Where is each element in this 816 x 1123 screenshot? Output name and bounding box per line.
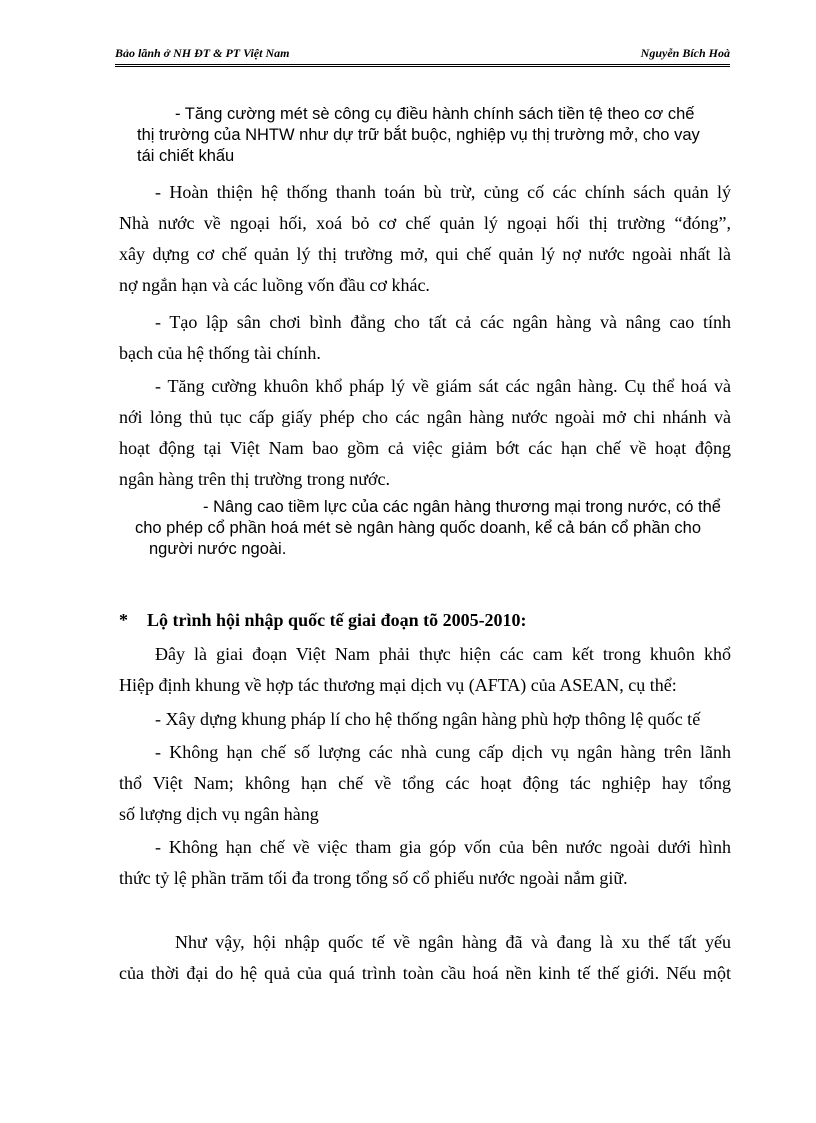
text-line: - Không hạn chế về việc tham gia góp vốn của bên nước ngoài dưới hình (155, 837, 731, 857)
text-line: thức tỷ lệ phần trăm tối đa trong tổng số cổ phiếu nước ngoài nắm giữ. (119, 868, 628, 888)
paragraph-bank-capacity (119, 497, 731, 560)
text-line: nới lỏng thủ tục cấp giấy phép cho các ngân hàng nước ngoài mở chi nhánh và (119, 407, 731, 427)
text-line: xây dựng cơ chế quản lý thị trường mở, qui chế quản lý nợ nước ngoài nhất là (119, 244, 731, 264)
paragraph-no-limit-providers (119, 737, 731, 830)
page-header (115, 44, 730, 67)
paragraph-payment-system (119, 177, 731, 301)
paragraph-no-limit-capital (119, 832, 731, 894)
text-line: của thời đại do hệ quả của quá trình toàn cầu hoá nền kinh tế thế giới. Nếu một (119, 963, 731, 983)
text-line: - Nâng cao tiềm lực của các ngân hàng thương mại trong nước, có thể (203, 498, 721, 516)
paragraph-monetary-tools (119, 104, 731, 167)
text-line: - Không hạn chế số lượng các nhà cung cấp dịch vụ ngân hàng trên lãnh (155, 742, 731, 762)
header-title: Bảo lãnh ở NH ĐT & PT Việt Nam (115, 46, 290, 60)
paragraph-integration-stage (119, 639, 731, 701)
paragraph-conclusion (119, 927, 731, 989)
text-line: - Tăng cường mét sè công cụ điều hành chính sách tiền tệ theo cơ chế (175, 105, 695, 123)
paragraph-level-playing-field (119, 307, 731, 369)
section-title: Lộ trình hội nhập quốc tế giai đoạn tõ 2005-2010: (147, 610, 527, 630)
paragraph-legal-framework (119, 371, 731, 495)
text-line: - Tạo lập sân chơi bình đẳng cho tất cả các ngân hàng và nâng cao tính (155, 312, 731, 332)
text-line: - Xây dựng khung pháp lí cho hệ thống ngân hàng phù hợp thông lệ quốc tế (155, 709, 701, 729)
bullet-asterisk: * (119, 610, 128, 630)
text-line: - Hoàn thiện hệ thống thanh toán bù trừ, củng cố các chính sách quản lý (155, 182, 731, 202)
text-line: nợ ngắn hạn và các luồng vốn đầu cơ khác. (119, 275, 430, 295)
text-line: - Tăng cường khuôn khổ pháp lý về giám sát các ngân hàng. Cụ thể hoá và (155, 376, 731, 396)
text-line: ngân hàng trên thị trường trong nước. (119, 469, 390, 489)
header-author: Nguyễn Bích Hoà (640, 46, 730, 60)
section-heading (119, 605, 731, 636)
text-line: tái chiết khấu (137, 147, 235, 165)
text-line: Như vậy, hội nhập quốc tế về ngân hàng đã và đang là xu thế tất yếu (175, 932, 731, 952)
text-line: bạch của hệ thống tài chính. (119, 343, 321, 363)
text-line: Đây là giai đoạn Việt Nam phải thực hiện các cam kết trong khuôn khổ (155, 644, 731, 664)
text-line: Hiệp định khung về hợp tác thương mại dịch vụ (AFTA) của ASEAN, cụ thể: (119, 675, 677, 695)
text-line: số lượng dịch vụ ngân hàng (119, 804, 319, 824)
text-line: Nhà nước về ngoại hối, xoá bỏ cơ chế quản lý ngoại hối thị trường “đóng”, (119, 213, 731, 233)
text-line: thổ Việt Nam; không hạn chế về tổng các hoạt động tác nghiệp hay tổng (119, 773, 731, 793)
text-line: thị trường của NHTW như dự trữ bắt buộc, nghiệp vụ thị trường mở, cho vay (137, 126, 700, 144)
text-line: cho phép cổ phần hoá mét sè ngân hàng quốc doanh, kể cả bán cổ phần cho (135, 519, 702, 537)
text-line: người nước ngoài. (149, 540, 287, 558)
paragraph-legal-basis (119, 704, 731, 735)
text-line: hoạt động tại Việt Nam bao gồm cả việc giảm bớt các hạn chế về hoạt động (119, 438, 731, 458)
